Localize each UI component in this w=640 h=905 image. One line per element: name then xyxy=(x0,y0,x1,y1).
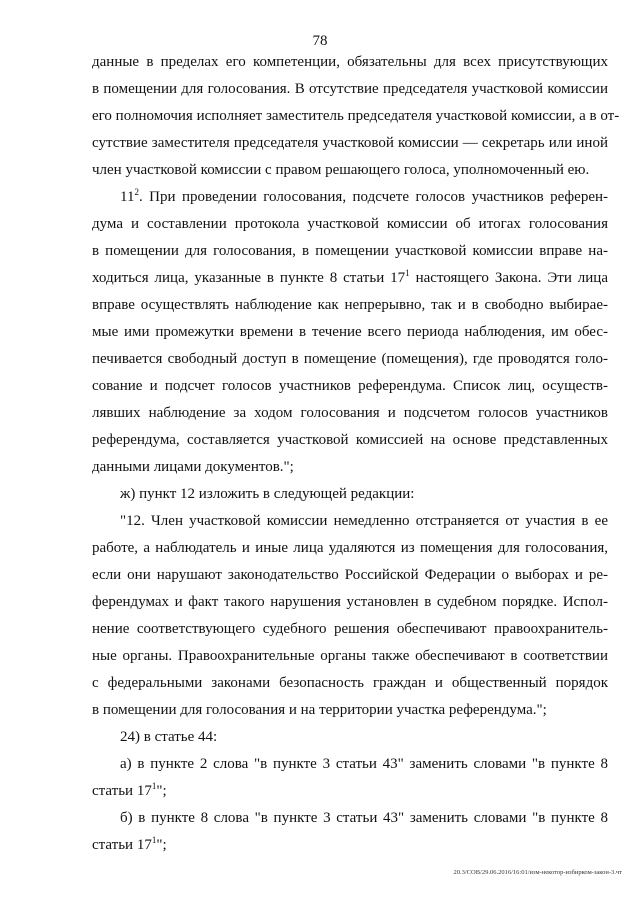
document-footer-code: 20.3/СОВ/29.06.2016/16:01/изм-некотор-избирком-закон-3.чт xyxy=(453,869,622,876)
text-line: член участковой комиссии с правом решающего голоса, уполномоченный ею. xyxy=(92,162,590,178)
text-line: статьи $17^1$"; xyxy=(92,781,167,799)
text-line: с федеральными законами безопасность граждан и общественный порядок xyxy=(92,675,608,691)
text-line: ферендумах и факт такого нарушения установлен в судебном порядке. Испол- xyxy=(92,594,608,610)
text-line: в помещении для голосования. В отсутствие председателя участковой комиссии xyxy=(92,81,608,97)
text-line: референдума, составляется участковой комиссией на основе представленных xyxy=(92,432,608,448)
superscript: 1 xyxy=(405,268,410,278)
text-line: данные в пределах его компетенции, обязательны для всех присутствующих xyxy=(92,54,608,70)
page-number: 78 xyxy=(312,33,328,49)
text-line: работе, а наблюдатель и иные лица удаляются из помещения для голосования, xyxy=(92,540,608,556)
superscript: 1 xyxy=(151,835,157,845)
text-line: данными лицами документов."; xyxy=(92,459,294,475)
text-line: ные органы. Правоохранительные органы также обеспечивают в соответствии xyxy=(92,648,608,664)
text-line: сутствие заместителя председателя участковой комиссии — секретарь или иной xyxy=(92,135,608,151)
text-line: если они нарушают законодательство Российской Федерации о выборах и ре- xyxy=(92,567,608,583)
text-line: статьи $17^1$"; xyxy=(92,835,167,853)
item-zh: ж) пункт 12 изложить в следующей редакции: xyxy=(120,486,415,502)
superscript: 2 xyxy=(134,187,139,197)
item-24: 24) в статье 44: xyxy=(120,729,218,745)
paragraph-11-2-start: $11^2$. При проведении голосования, подсчете голосов участников референ- xyxy=(120,187,608,205)
item-a: а) в пункте 2 слова "в пункте 3 статьи 43" заменить словами "в пункте 8 xyxy=(120,756,608,772)
text-line: мые ими промежутки времени в течение всего периода наблюдения, им обес- xyxy=(92,324,608,340)
text-line: ходиться лица, указанные в пункте 8 статьи $17^1$ настоящего Закона. Эти лица xyxy=(92,268,608,286)
text-line: печивается свободный доступ в помещение (помещения), где проводятся голо- xyxy=(92,351,608,367)
paragraph-12-start: "12. Член участковой комиссии немедленно отстраняется от участия в ее xyxy=(120,513,608,529)
text-line: вправе осуществлять наблюдение как непрерывно, так и в свободно выбирае- xyxy=(92,297,608,313)
item-b: б) в пункте 8 слова "в пункте 3 статьи 43" заменить словами "в пункте 8 xyxy=(120,810,608,826)
text-line: его полномочия исполняет заместитель председателя участковой комиссии, а в от- xyxy=(92,108,620,124)
text-line: лявших наблюдение за ходом голосования и подсчетом голосов участников xyxy=(92,405,608,421)
superscript: 1 xyxy=(151,781,157,791)
text-line: сование и подсчет голосов участников референдума. Список лиц, осуществ- xyxy=(92,378,608,394)
text-line: в помещении для голосования, в помещении участковой комиссии вправе на- xyxy=(92,243,608,259)
text-line: дума и составлении протокола участковой комиссии об итогах голосования xyxy=(92,216,608,232)
text-line: нение соответствующего судебного решения обеспечивают правоохранитель- xyxy=(92,621,608,637)
text-line: в помещении для голосования и на территории участка референдума."; xyxy=(92,702,547,718)
